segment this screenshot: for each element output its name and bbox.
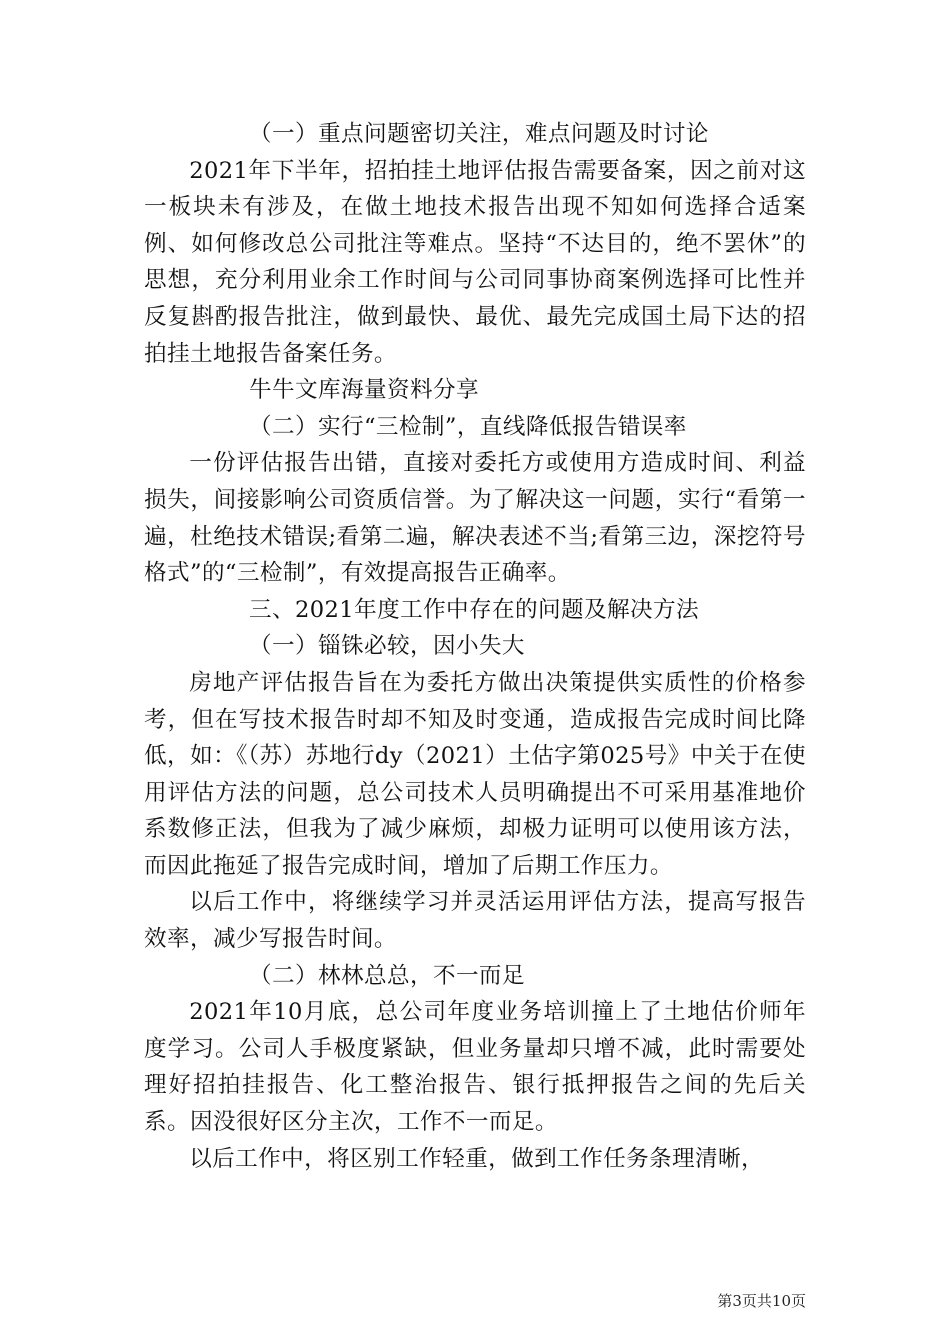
paragraph: 以后工作中，将继续学习并灵活运用评估方法，提高写报告效率，减少写报告时间。 <box>144 889 806 953</box>
paragraph: 2021年10月底，总公司年度业务培训撞上了土地估价师年度学习。公司人手极度紧缺，但业务量却只增不减，此时需要处理好招拍挂报告、化工整治报告、银行抵押报告之间的先后关系。因没很好区分主次，工作不一而足。 <box>144 999 806 1136</box>
watermark-line: 牛牛文库海量资料分享 <box>249 377 479 404</box>
body-text <box>144 116 806 1177</box>
paragraph: 2021年下半年，招拍挂土地评估报告需要备案，因之前对这一板块未有涉及，在做土地技术报告出现不知如何选择合适案例、如何修改总公司批注等难点。坚持“不达目的，绝不罢休”的思想，充分利用业余工作时间与公司同事协商案例选择可比性并反复斟酌报告批注，做到最快、最优、最先完成国土局下达的招拍挂土地报告备案任务。 <box>144 157 806 367</box>
section-heading: （一）锱铢必较，因小失大 <box>249 633 525 660</box>
page-number: 第3页共10页 <box>717 1292 806 1310</box>
paragraph: 一份评估报告出错，直接对委托方或使用方造成时间、利益损失，间接影响公司资质信誉。为了解决这一问题，实行“看第一遍，杜绝技术错误;看第二遍，解决表述不当;看第三边，深挖符号格式”的“三检制”，有效提高报告正确率。 <box>144 450 806 587</box>
section-heading: （二）实行“三检制”，直线降低报告错误率 <box>249 413 687 440</box>
paragraph: 以后工作中，将区别工作轻重，做到工作任务条理清晰， <box>189 1145 765 1172</box>
section-heading: （二）林林总总，不一而足 <box>249 962 525 989</box>
section-heading: （一）重点问题密切关注，难点问题及时讨论 <box>249 121 709 147</box>
chapter-heading: 三、2021年度工作中存在的问题及解决方法 <box>249 596 699 623</box>
paragraph: 房地产评估报告旨在为委托方做出决策提供实质性的价格参考，但在写技术报告时却不知及时变通，造成报告完成时间比降低，如：《（苏）苏地行dy（2021）土估字第025号》中关于在使用评估方法的问题，总公司技术人员明确提出不可采用基准地价系数修正法，但我为了减少麻烦，却极力证明可以使用该方法，而因此拖延了报告完成时间，增加了后期工作压力。 <box>144 669 806 879</box>
